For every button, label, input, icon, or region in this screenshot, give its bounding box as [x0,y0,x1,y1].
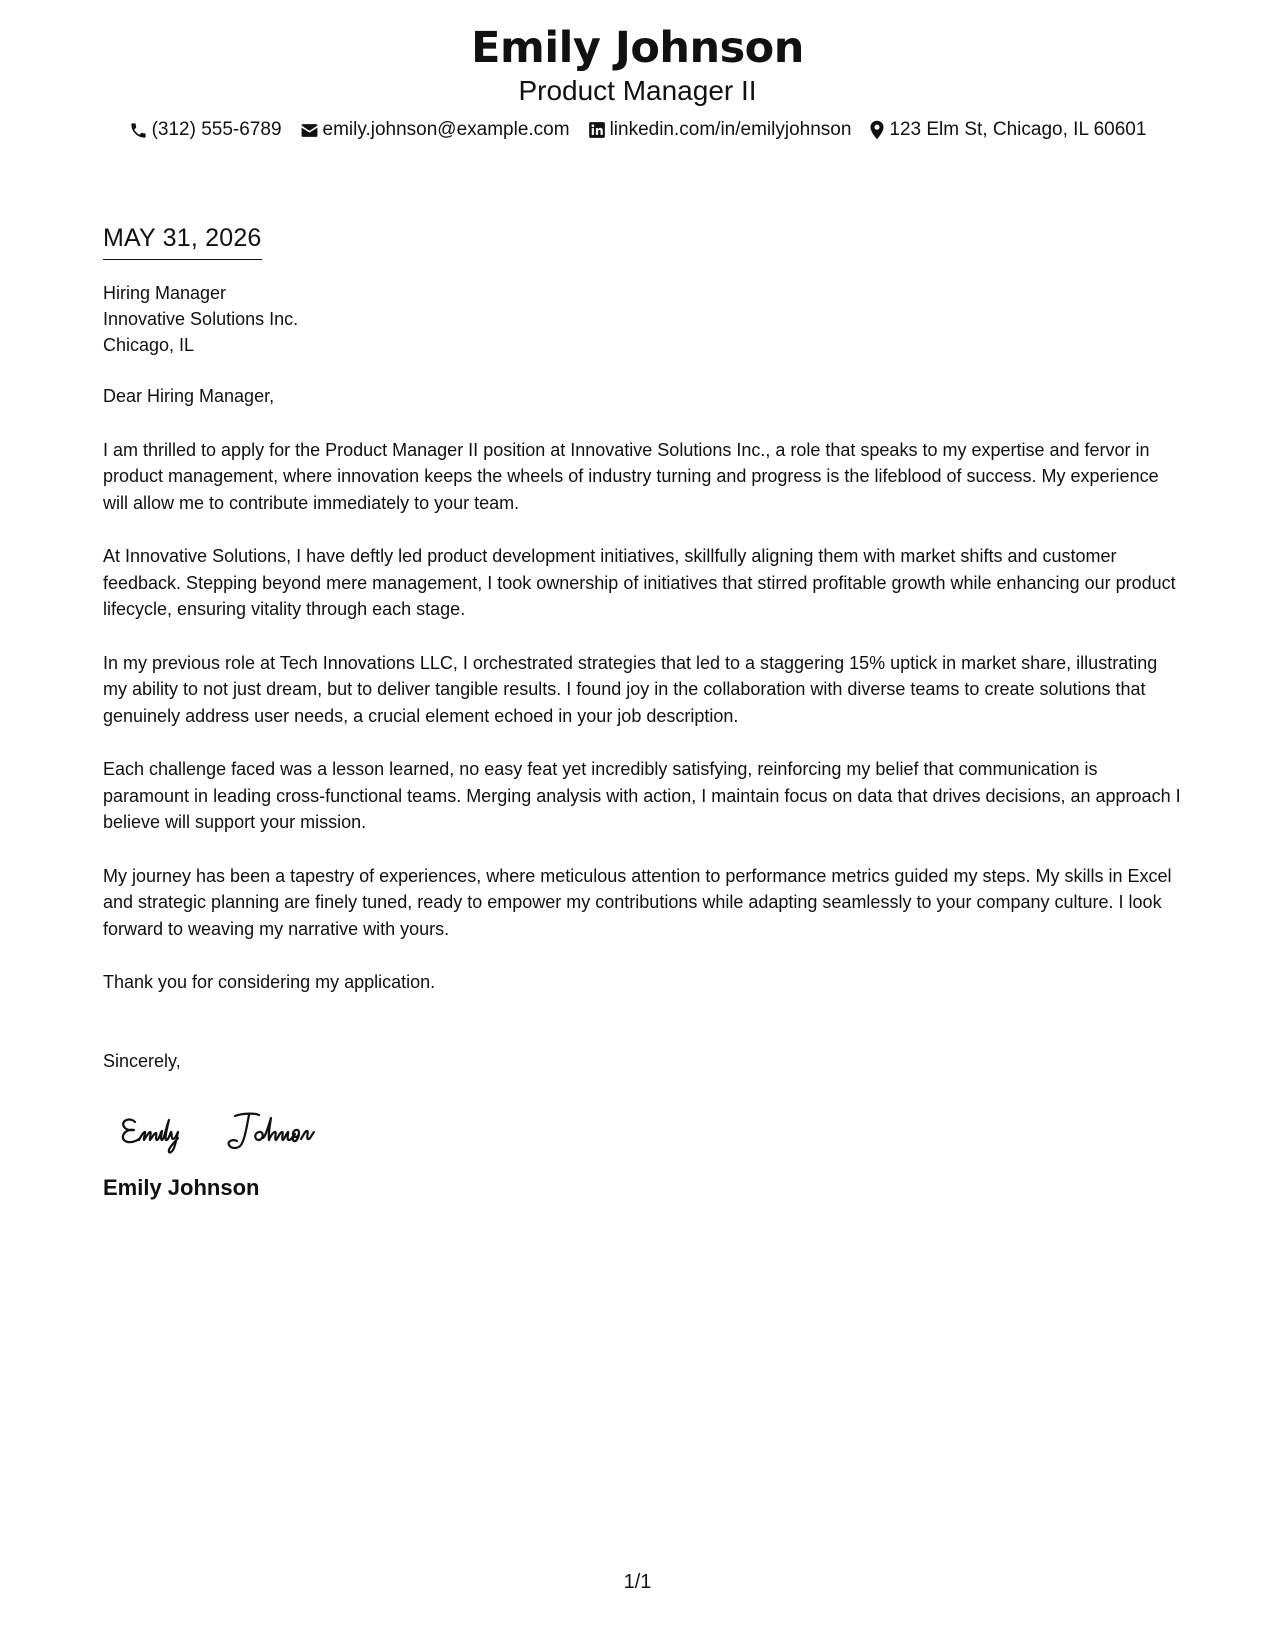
contact-phone [129,118,282,142]
linkedin-text: linkedin.com/in/emilyjohnson [609,119,852,140]
contact-address [869,118,1146,142]
address-text: 123 Elm St, Chicago, IL 60601 [889,119,1147,140]
paragraph-2: At Innovative Solutions, I have deftly led product development initiatives, skillfully aligning them with market shifts and customer feedback. Stepping beyond mere management, I took ownership of initiatives that stirred profitable growth while enhancing our product lifecycle, ensuring vitality through each stage. [103,546,1176,619]
closing: Sincerely, [103,1050,181,1071]
letter-date: MAY 31, 2026 [103,222,262,260]
page-number: 1/1 [623,1571,652,1593]
email-text: emily.johnson@example.com [322,119,570,140]
phone-icon [129,121,148,140]
recipient-block [103,280,1183,358]
handwritten-signature [117,1100,1183,1162]
letter-body [103,222,1183,1202]
paragraph-1: I am thrilled to apply for the Product Manager II position at Innovative Solutions Inc., a role that speaks to my expertise and fervor in product management, where innovation keeps the wheels of industry turning and progress is the lifeblood of success. My experience will allow me to contribute immediately to your team. [103,439,1159,513]
applicant-name: Emily Johnson [471,23,804,73]
contact-linkedin [588,118,852,142]
phone-text: (312) 555-6789 [151,119,282,140]
applicant-role: Product Manager II [518,75,757,106]
signer-name: Emily Johnson [103,1175,260,1200]
paragraph-5: My journey has been a tapestry of experiences, where meticulous attention to performance metrics guided my steps. My skills in Excel and strategic planning are finely tuned, ready to empower my contributions while adapting seamlessly to your company culture. I look forward to weaving my narrative with yours. [103,865,1172,939]
recipient-location: Chicago, IL [103,335,195,355]
paragraph-4: Each challenge faced was a lesson learned, no easy feat yet incredibly satisfying, reinforcing my belief that communication is paramount in leading cross-functional teams. Merging analysis with action, I maintain focus on data that drives decisions, an approach I believe will support your mission. [103,759,1181,832]
contact-bar [0,118,1275,142]
recipient-company: Innovative Solutions Inc. [103,309,299,329]
recipient-title: Hiring Manager [103,283,227,303]
letter-header [0,22,1275,142]
paragraph-6: Thank you for considering my application. [103,972,436,992]
linkedin-icon [588,121,606,139]
envelope-icon [300,121,319,140]
contact-email [300,118,570,142]
map-marker-icon [869,120,885,140]
paragraph-3: In my previous role at Tech Innovations LLC, I orchestrated strategies that led to a staggering 15% uptick in market share, illustrating my ability to not just dream, but to deliver tangible results. I found joy in the collaboration with diverse teams to create solutions that genuinely address user needs, a crucial element echoed in your job description. [103,652,1158,726]
salutation: Dear Hiring Manager, [103,386,275,406]
